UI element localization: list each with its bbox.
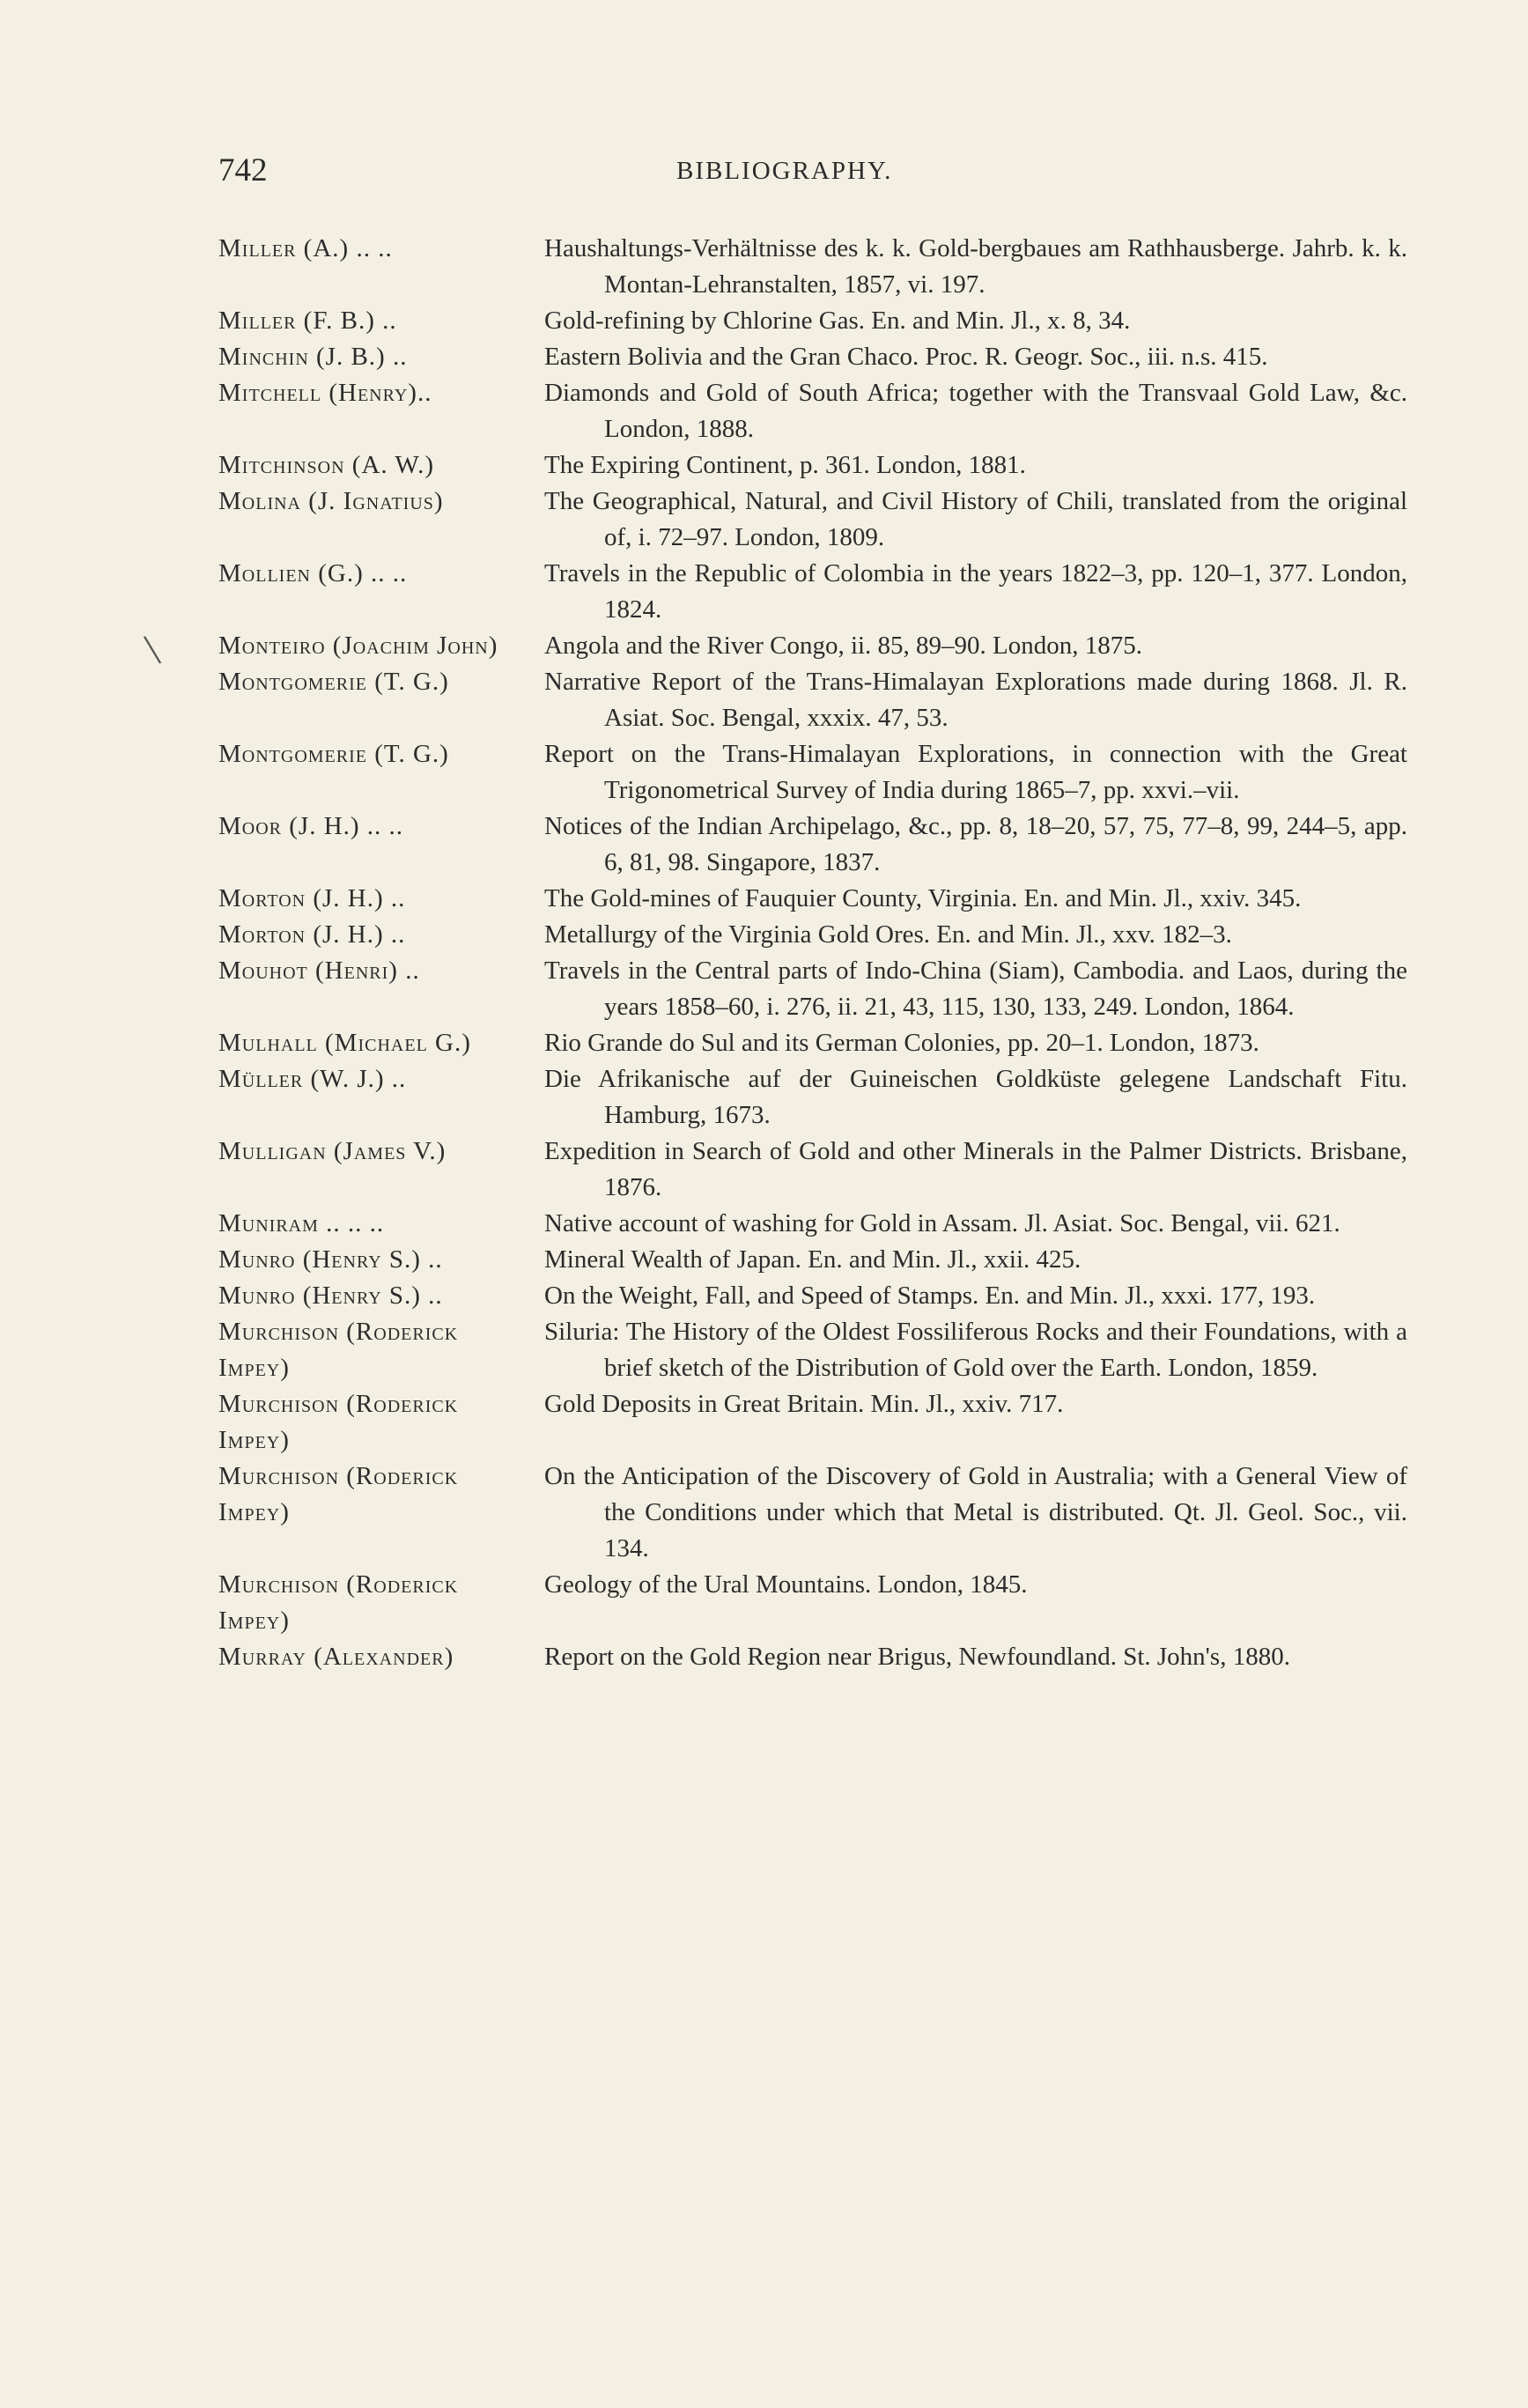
bibliography-entry [218, 1134, 1407, 1206]
entry-author: Mitchell (Henry).. [218, 379, 432, 407]
entry-author: Munro (Henry S.) .. [218, 1245, 443, 1274]
entry-work: Die Afrikanische auf der Guineischen Goldküste gelegene Landschaft Fitu. Hamburg, 1673. [544, 1065, 1407, 1129]
entry-work: Gold-refining by Chlorine Gas. En. and Min. Jl., x. 8, 34. [544, 307, 1131, 335]
entry-work: On the Anticipation of the Discovery of Gold in Australia; with a General View of the Conditions under which that Metal is distributed. Qt. Jl. Geol. Soc., vii. 134. [544, 1462, 1407, 1562]
bibliography-entry [218, 1314, 1407, 1386]
bibliography-entry [218, 1639, 1407, 1675]
entry-author: Mulhall (Michael G.) [218, 1029, 471, 1057]
bibliography-entry [218, 881, 1407, 917]
bibliography-entry [218, 231, 1407, 303]
entry-author: Mitchinson (A. W.) [218, 451, 435, 479]
bibliography-entry [218, 556, 1407, 628]
entry-work: Travels in the Central parts of Indo-China (Siam), Cambodia. and Laos, during the years 1858–60, i. 276, ii. 21, 43, 115, 130, 133, 249. London, 1864. [544, 957, 1407, 1021]
entry-work: On the Weight, Fall, and Speed of Stamps. En. and Min. Jl., xxxi. 177, 193. [544, 1282, 1316, 1310]
entry-author: Molina (J. Ignatius) [218, 487, 444, 515]
bibliography-entry [218, 809, 1407, 881]
entry-work: Report on the Gold Region near Brigus, Newfoundland. St. John's, 1880. [544, 1643, 1290, 1671]
entry-work: Eastern Bolivia and the Gran Chaco. Proc. R. Geogr. Soc., iii. n.s. 415. [544, 343, 1268, 371]
bibliography-entry [218, 1567, 1407, 1639]
entry-author: Minchin (J. B.) .. [218, 343, 408, 371]
bibliography-entry [218, 1459, 1407, 1567]
bibliography-entry [218, 664, 1407, 736]
entry-work: The Gold-mines of Fauquier County, Virginia. En. and Min. Jl., xxiv. 345. [544, 884, 1302, 912]
entry-work: Mineral Wealth of Japan. En. and Min. Jl., xxii. 425. [544, 1245, 1081, 1274]
entry-work: Diamonds and Gold of South Africa; together with the Transvaal Gold Law, &c. London, 1888. [544, 379, 1407, 443]
entry-author: Mouhot (Henri) .. [218, 957, 420, 985]
entry-work: Geology of the Ural Mountains. London, 1845. [544, 1570, 1028, 1599]
entry-author: Moor (J. H.) .. .. [218, 812, 404, 840]
entry-author: Murchison (Roderick Impey) [218, 1390, 459, 1454]
entry-work: The Expiring Continent, p. 361. London, 1881. [544, 451, 1026, 479]
bibliography-entry [218, 447, 1407, 484]
entry-work: Notices of the Indian Archipelago, &c., pp. 8, 18–20, 57, 75, 77–8, 99, 244–5, app. 6, 81, 98. Singapore, 1837. [544, 812, 1407, 876]
entry-author: Muniram .. .. .. [218, 1209, 385, 1237]
entry-author: Miller (A.) .. .. [218, 234, 393, 262]
bibliography-entry [218, 1242, 1407, 1278]
entry-work: Report on the Trans-Himalayan Explorations, in connection with the Great Trigonometrical Survey of India during 1865–7, pp. xxvi.–vii. [544, 740, 1407, 804]
bibliography-entry [218, 303, 1407, 339]
bibliography-list [218, 231, 1407, 1675]
entry-author: Montgomerie (T. G.) [218, 740, 449, 768]
bibliography-entry [218, 1386, 1407, 1459]
page-header [218, 151, 1399, 196]
entry-author: Mulligan (James V.) [218, 1137, 447, 1165]
bibliography-entry [218, 1061, 1407, 1134]
bibliography-entry [218, 1025, 1407, 1061]
entry-work: Siluria: The History of the Oldest Fossiliferous Rocks and their Foundations, with a brief sketch of the Distribution of Gold over the Earth. London, 1859. [544, 1318, 1407, 1382]
bibliography-entry [218, 484, 1407, 556]
entry-author: Monteiro (Joachim John) [218, 632, 498, 660]
entry-work: Travels in the Republic of Colombia in the years 1822–3, pp. 120–1, 377. London, 1824. [544, 559, 1407, 624]
entry-author: Murchison (Roderick Impey) [218, 1318, 459, 1382]
entry-author: Murchison (Roderick Impey) [218, 1462, 459, 1526]
bibliography-entry [218, 628, 1407, 664]
entry-author: Murray (Alexander) [218, 1643, 454, 1671]
entry-author: Montgomerie (T. G.) [218, 668, 449, 696]
entry-author: Murchison (Roderick Impey) [218, 1570, 459, 1635]
entry-author: Miller (F. B.) .. [218, 307, 397, 335]
entry-author: Müller (W. J.) .. [218, 1065, 407, 1093]
entry-work: Expedition in Search of Gold and other Minerals in the Palmer Districts. Brisbane, 1876. [544, 1137, 1407, 1201]
entry-work: Narrative Report of the Trans-Himalayan Explorations made during 1868. Jl. R. Asiat. Soc. Bengal, xxxix. 47, 53. [544, 668, 1407, 732]
entry-author: Morton (J. H.) .. [218, 884, 406, 912]
bibliography-entry [218, 736, 1407, 809]
bibliography-entry [218, 375, 1407, 447]
entry-author: Munro (Henry S.) .. [218, 1282, 443, 1310]
bibliography-entry [218, 917, 1407, 953]
entry-work: Metallurgy of the Virginia Gold Ores. En. and Min. Jl., xxv. 182–3. [544, 920, 1232, 949]
entry-work: Rio Grande do Sul and its German Colonies, pp. 20–1. London, 1873. [544, 1029, 1259, 1057]
running-title: BIBLIOGRAPHY. [676, 157, 893, 185]
bibliography-entry [218, 953, 1407, 1025]
page-number: 742 [218, 152, 268, 188]
entry-author: Morton (J. H.) .. [218, 920, 406, 949]
bibliography-entry [218, 1206, 1407, 1242]
entry-work: Gold Deposits in Great Britain. Min. Jl., xxiv. 717. [544, 1390, 1064, 1418]
bibliography-entry [218, 339, 1407, 375]
entry-work: The Geographical, Natural, and Civil History of Chili, translated from the original of, i. 72–97. London, 1809. [544, 487, 1407, 551]
margin-pencil-mark: \ [141, 624, 164, 675]
entry-author: Mollien (G.) .. .. [218, 559, 408, 587]
entry-work: Angola and the River Congo, ii. 85, 89–90. London, 1875. [544, 632, 1143, 660]
entry-work: Haushaltungs-Verhältnisse des k. k. Gold-bergbaues am Rathhausberge. Jahrb. k. k. Montan-Lehranstalten, 1857, vi. 197. [544, 234, 1407, 299]
entry-work: Native account of washing for Gold in Assam. Jl. Asiat. Soc. Bengal, vii. 621. [544, 1209, 1340, 1237]
bibliography-entry [218, 1278, 1407, 1314]
